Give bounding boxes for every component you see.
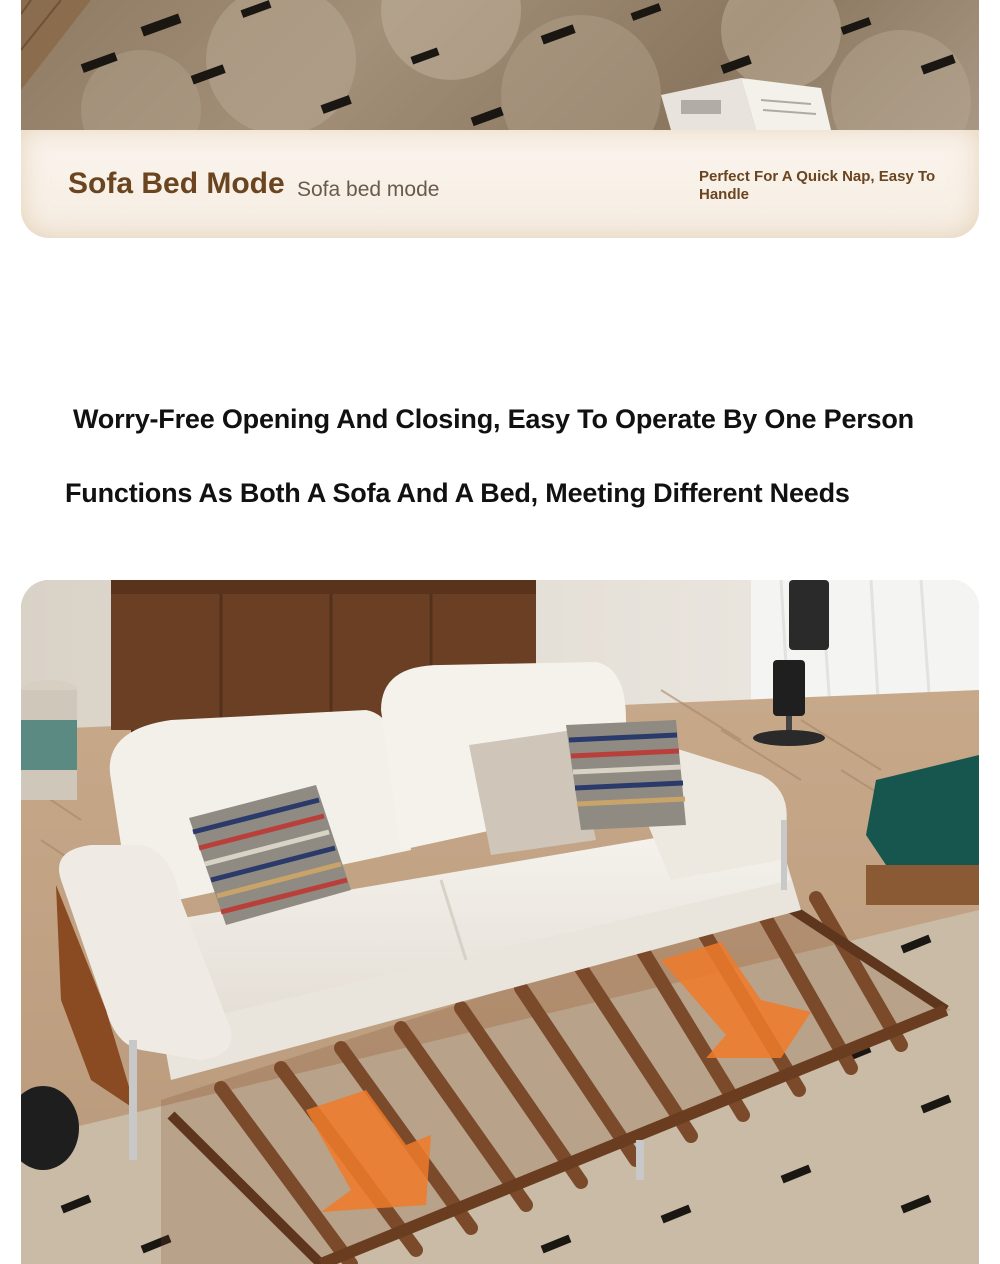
striped-pillow-right [566,720,686,830]
mode-note: Perfect For A Quick Nap, Easy To Handle [699,168,936,203]
sofa-bed-illustration [21,580,979,1264]
headline-dual-function: Functions As Both A Sofa And A Bed, Meeting Different Needs [65,478,850,508]
headline-easy-operation: Worry-Free Opening And Closing, Easy To Operate By One Person [73,404,914,434]
caption-card [21,130,979,238]
mode-subtitle: Sofa bed mode [297,178,440,201]
mode-title: Sofa Bed Mode [68,167,285,200]
sofa-bed-photo [21,580,979,1264]
rug-photo [21,0,979,130]
sofa-bed-mode-banner [21,0,979,238]
rug-pattern-illustration [21,0,979,130]
